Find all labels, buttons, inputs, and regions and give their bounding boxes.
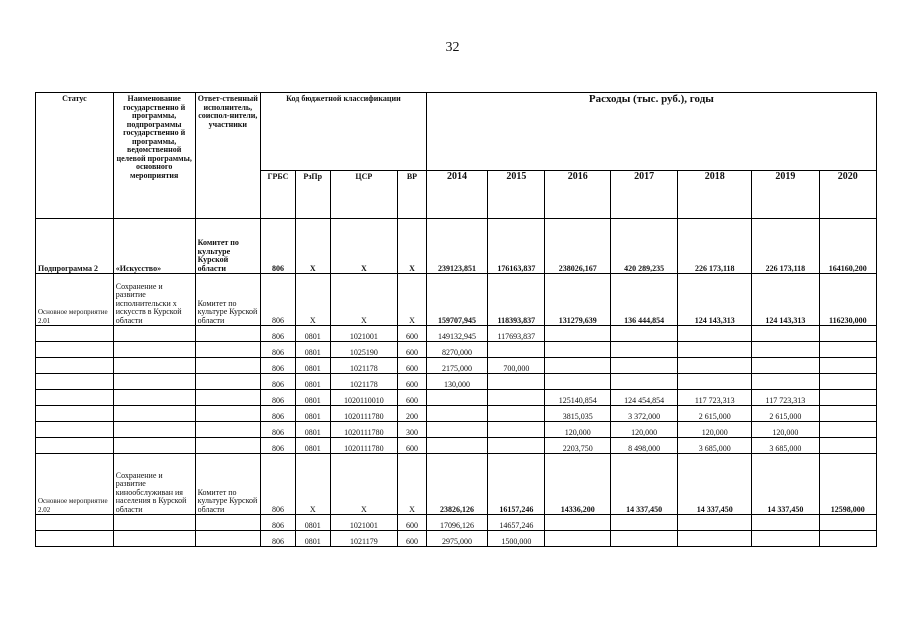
empty-cell	[36, 342, 114, 358]
cell-csr: 1020111780	[330, 406, 398, 422]
cell-grbs: 806	[261, 274, 296, 326]
cell-csr: 1021179	[330, 531, 398, 547]
header-name: Наименование государственно й программы, подпрограммы государственно й программы, ведомственной целевой программы, основного мероприятия	[113, 93, 195, 219]
cell-value: 17096,126	[426, 515, 487, 531]
cell-value	[488, 422, 545, 438]
cell-value: 117 723,313	[752, 390, 820, 406]
empty-cell	[113, 406, 195, 422]
cell-rzpr: 0801	[295, 374, 330, 390]
empty-cell	[36, 531, 114, 547]
empty-cell	[195, 390, 260, 406]
empty-cell	[113, 422, 195, 438]
cell-value: 118393,837	[488, 274, 545, 326]
cell-value: 131279,639	[545, 274, 610, 326]
cell-value	[610, 326, 678, 342]
cell-rzpr: 0801	[295, 326, 330, 342]
cell-value: 2175,000	[426, 358, 487, 374]
empty-cell	[113, 374, 195, 390]
measure1-detail-rows	[36, 326, 877, 454]
cell-grbs: 806	[261, 390, 296, 406]
table-row	[36, 515, 877, 531]
cell-value	[426, 406, 487, 422]
cell-vr: 600	[398, 531, 427, 547]
cell-rzpr: 0801	[295, 342, 330, 358]
cell-csr: Х	[330, 454, 398, 515]
cell-csr: 1021178	[330, 358, 398, 374]
cell-grbs: 806	[261, 358, 296, 374]
cell-value: 3 685,000	[752, 438, 820, 454]
empty-cell	[36, 326, 114, 342]
cell-value: 120,000	[545, 422, 610, 438]
empty-cell	[195, 374, 260, 390]
cell-vr: 600	[398, 326, 427, 342]
header-year: 2014	[426, 171, 487, 219]
empty-cell	[195, 326, 260, 342]
cell-value	[819, 390, 876, 406]
cell-csr: 1020110010	[330, 390, 398, 406]
cell-vr: Х	[398, 274, 427, 326]
cell-value: 136 444,854	[610, 274, 678, 326]
table-row	[36, 422, 877, 438]
empty-cell	[195, 358, 260, 374]
subprogram-row	[36, 219, 877, 274]
cell-value: 8270,000	[426, 342, 487, 358]
cell-csr: Х	[330, 219, 398, 274]
cell-value	[678, 515, 752, 531]
empty-cell	[113, 515, 195, 531]
cell-value	[488, 342, 545, 358]
cell-value: 116230,000	[819, 274, 876, 326]
cell-csr: 1020111780	[330, 422, 398, 438]
cell-grbs: 806	[261, 422, 296, 438]
empty-cell	[36, 390, 114, 406]
cell-value	[678, 358, 752, 374]
table-row	[36, 438, 877, 454]
cell-vr: 600	[398, 358, 427, 374]
empty-cell	[113, 326, 195, 342]
empty-cell	[36, 438, 114, 454]
cell-vr: 600	[398, 438, 427, 454]
cell-value	[545, 358, 610, 374]
cell-grbs: 806	[261, 454, 296, 515]
header-grbs: ГРБС	[261, 171, 296, 219]
measure-row	[36, 274, 877, 326]
cell-value: 159707,945	[426, 274, 487, 326]
cell-rzpr: 0801	[295, 531, 330, 547]
cell-vr: 200	[398, 406, 427, 422]
header-row-top	[36, 93, 877, 171]
cell-value	[819, 326, 876, 342]
cell-value: 130,000	[426, 374, 487, 390]
header-status: Статус	[36, 93, 114, 219]
cell-value: 8 498,000	[610, 438, 678, 454]
subprogram-name: «Искусство»	[113, 219, 195, 274]
cell-value: 176163,837	[488, 219, 545, 274]
cell-vr: 600	[398, 515, 427, 531]
cell-value	[426, 422, 487, 438]
cell-value	[678, 342, 752, 358]
cell-value	[545, 531, 610, 547]
cell-grbs: 806	[261, 406, 296, 422]
cell-value	[819, 531, 876, 547]
empty-cell	[113, 438, 195, 454]
empty-cell	[113, 531, 195, 547]
cell-value	[610, 531, 678, 547]
cell-value: 3 685,000	[678, 438, 752, 454]
header-rzpr: РзПр	[295, 171, 330, 219]
cell-value	[678, 326, 752, 342]
cell-csr: 1021001	[330, 515, 398, 531]
measure2-detail-rows	[36, 515, 877, 547]
cell-value: 226 173,118	[752, 219, 820, 274]
cell-value: 124 143,313	[752, 274, 820, 326]
page-number: 32	[445, 40, 460, 55]
cell-value: 2975,000	[426, 531, 487, 547]
table-row	[36, 531, 877, 547]
cell-csr: Х	[330, 274, 398, 326]
cell-value	[819, 358, 876, 374]
empty-cell	[195, 342, 260, 358]
cell-value	[752, 515, 820, 531]
cell-csr: 1021001	[330, 326, 398, 342]
cell-value	[678, 374, 752, 390]
cell-value: 2 615,000	[678, 406, 752, 422]
subprogram-status: Подпрограмма 2	[36, 219, 114, 274]
cell-value: 420 289,235	[610, 219, 678, 274]
cell-value	[752, 326, 820, 342]
cell-value	[545, 326, 610, 342]
table-row	[36, 406, 877, 422]
cell-value: 226 173,118	[678, 219, 752, 274]
cell-vr: 600	[398, 342, 427, 358]
cell-value: 14657,246	[488, 515, 545, 531]
cell-value	[426, 390, 487, 406]
measure-name: Сохранение и развитие кинообслуживан ия населения в Курской области	[113, 454, 195, 515]
cell-value	[488, 374, 545, 390]
cell-vr: Х	[398, 454, 427, 515]
empty-cell	[195, 422, 260, 438]
empty-cell	[195, 515, 260, 531]
cell-value: 120,000	[752, 422, 820, 438]
cell-value: 14336,200	[545, 454, 610, 515]
empty-cell	[195, 406, 260, 422]
table-row	[36, 326, 877, 342]
cell-value: 120,000	[678, 422, 752, 438]
cell-value	[752, 342, 820, 358]
cell-value	[752, 358, 820, 374]
cell-value: 23826,126	[426, 454, 487, 515]
header-csr: ЦСР	[330, 171, 398, 219]
cell-value	[819, 515, 876, 531]
cell-rzpr: Х	[295, 274, 330, 326]
cell-value: 14 337,450	[678, 454, 752, 515]
cell-value: 117 723,313	[678, 390, 752, 406]
table-row	[36, 358, 877, 374]
cell-value	[819, 422, 876, 438]
cell-value: 124 454,854	[610, 390, 678, 406]
empty-cell	[113, 342, 195, 358]
table-row	[36, 374, 877, 390]
cell-value	[819, 342, 876, 358]
cell-value: 14 337,450	[752, 454, 820, 515]
table-row	[36, 342, 877, 358]
header-vr: ВР	[398, 171, 427, 219]
cell-value: 14 337,450	[610, 454, 678, 515]
cell-value: 117693,837	[488, 326, 545, 342]
empty-cell	[36, 422, 114, 438]
cell-vr: 600	[398, 390, 427, 406]
header-responsible: Ответ-ственный исполнитель, соиспол-нители, участники	[195, 93, 260, 219]
cell-value: 238026,167	[545, 219, 610, 274]
measure-name: Сохранение и развитие исполнительски х искусств в Курской области	[113, 274, 195, 326]
cell-rzpr: Х	[295, 219, 330, 274]
cell-rzpr: 0801	[295, 422, 330, 438]
header-year: 2018	[678, 171, 752, 219]
header-expenses: Расходы (тыс. руб.), годы	[426, 93, 876, 171]
cell-rzpr: 0801	[295, 390, 330, 406]
cell-vr: 300	[398, 422, 427, 438]
header-year: 2015	[488, 171, 545, 219]
cell-grbs: 806	[261, 342, 296, 358]
cell-value: 12598,000	[819, 454, 876, 515]
header-year: 2020	[819, 171, 876, 219]
cell-value: 700,000	[488, 358, 545, 374]
cell-value	[752, 374, 820, 390]
cell-rzpr: 0801	[295, 515, 330, 531]
cell-vr: Х	[398, 219, 427, 274]
empty-cell	[195, 438, 260, 454]
budget-table	[35, 92, 877, 547]
cell-value: 2 615,000	[752, 406, 820, 422]
cell-value	[545, 374, 610, 390]
measure-row	[36, 454, 877, 515]
empty-cell	[195, 531, 260, 547]
cell-value	[545, 515, 610, 531]
measure-responsible: Комитет по культуре Курской области	[195, 274, 260, 326]
cell-value: 149132,945	[426, 326, 487, 342]
empty-cell	[113, 358, 195, 374]
measure-responsible: Комитет по культуре Курской области	[195, 454, 260, 515]
table-row	[36, 390, 877, 406]
header-year: 2019	[752, 171, 820, 219]
cell-value	[819, 406, 876, 422]
cell-value	[545, 342, 610, 358]
cell-value: 2203,750	[545, 438, 610, 454]
measure-status: Основное мероприятие 2.01	[36, 274, 114, 326]
cell-grbs: 806	[261, 531, 296, 547]
cell-rzpr: 0801	[295, 358, 330, 374]
header-budget-code: Код бюджетной классификации	[261, 93, 427, 171]
empty-cell	[36, 406, 114, 422]
cell-value	[819, 374, 876, 390]
cell-value	[610, 342, 678, 358]
cell-value	[610, 374, 678, 390]
empty-cell	[113, 390, 195, 406]
cell-rzpr: Х	[295, 454, 330, 515]
cell-value	[426, 438, 487, 454]
cell-value: 125140,854	[545, 390, 610, 406]
header-year: 2016	[545, 171, 610, 219]
empty-cell	[36, 358, 114, 374]
cell-rzpr: 0801	[295, 438, 330, 454]
cell-value	[488, 438, 545, 454]
measure-status: Основное мероприятие 2.02	[36, 454, 114, 515]
cell-grbs: 806	[261, 438, 296, 454]
cell-grbs: 806	[261, 515, 296, 531]
cell-value: 16157,246	[488, 454, 545, 515]
cell-value: 124 143,313	[678, 274, 752, 326]
cell-rzpr: 0801	[295, 406, 330, 422]
cell-value	[488, 390, 545, 406]
header-year: 2017	[610, 171, 678, 219]
cell-value	[488, 406, 545, 422]
cell-value	[752, 531, 820, 547]
cell-value: 3 372,000	[610, 406, 678, 422]
cell-csr: 1020111780	[330, 438, 398, 454]
cell-vr: 600	[398, 374, 427, 390]
cell-value: 120,000	[610, 422, 678, 438]
cell-value	[610, 358, 678, 374]
cell-value: 164160,200	[819, 219, 876, 274]
cell-csr: 1021178	[330, 374, 398, 390]
cell-grbs: 806	[261, 374, 296, 390]
cell-value: 239123,851	[426, 219, 487, 274]
cell-value	[610, 515, 678, 531]
cell-grbs: 806	[261, 326, 296, 342]
empty-cell	[36, 515, 114, 531]
cell-value: 1500,000	[488, 531, 545, 547]
cell-value: 3815,035	[545, 406, 610, 422]
cell-value	[678, 531, 752, 547]
cell-value	[819, 438, 876, 454]
cell-grbs: 806	[261, 219, 296, 274]
empty-cell	[36, 374, 114, 390]
subprogram-responsible: Комитет по культуре Курской области	[195, 219, 260, 274]
cell-csr: 1025190	[330, 342, 398, 358]
